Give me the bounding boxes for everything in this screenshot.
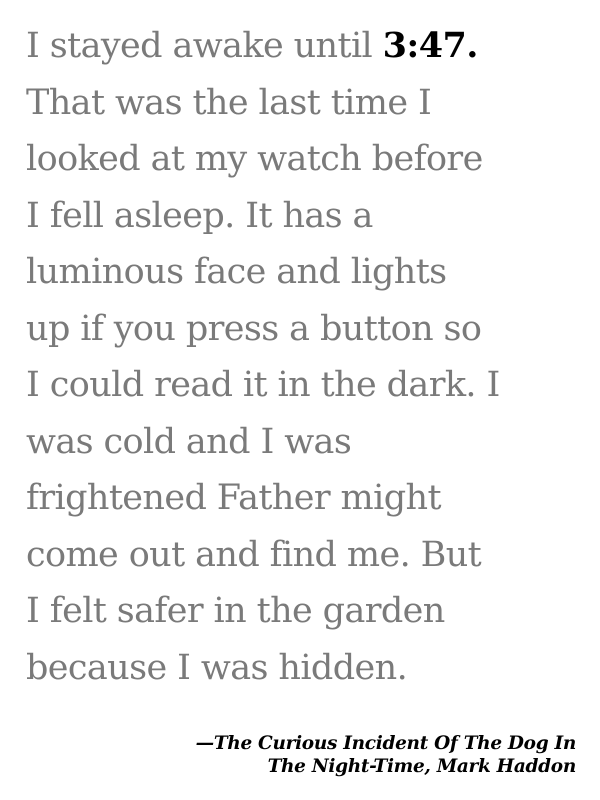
quote-line: because I was hidden.	[26, 647, 408, 688]
time-highlight: 3:47.	[382, 25, 478, 66]
quote-line: I could read it in the dark. I	[26, 365, 500, 405]
quote-line: That was the last time I	[26, 82, 432, 123]
quote-line: frightened Father might	[26, 478, 441, 518]
quote-line: looked at my watch before	[26, 139, 483, 179]
attribution-line: The Night-Time, Mark Haddon	[267, 756, 576, 777]
quote-line: I felt safer in the garden	[26, 591, 445, 631]
quote-text	[26, 18, 586, 696]
quote-line: up if you press a button so	[26, 308, 482, 349]
quote-line: luminous face and lights	[26, 252, 447, 292]
quote-line-lead: I stayed awake until	[26, 26, 383, 66]
quote-line: was cold and I was	[26, 421, 352, 462]
attribution	[16, 732, 576, 778]
attribution-line: —The Curious Incident Of The Dog In	[195, 733, 576, 754]
quote-line: I fell asleep. It has a	[26, 195, 373, 236]
quote-line	[26, 18, 586, 75]
quote-line: come out and find me. But	[26, 534, 482, 575]
